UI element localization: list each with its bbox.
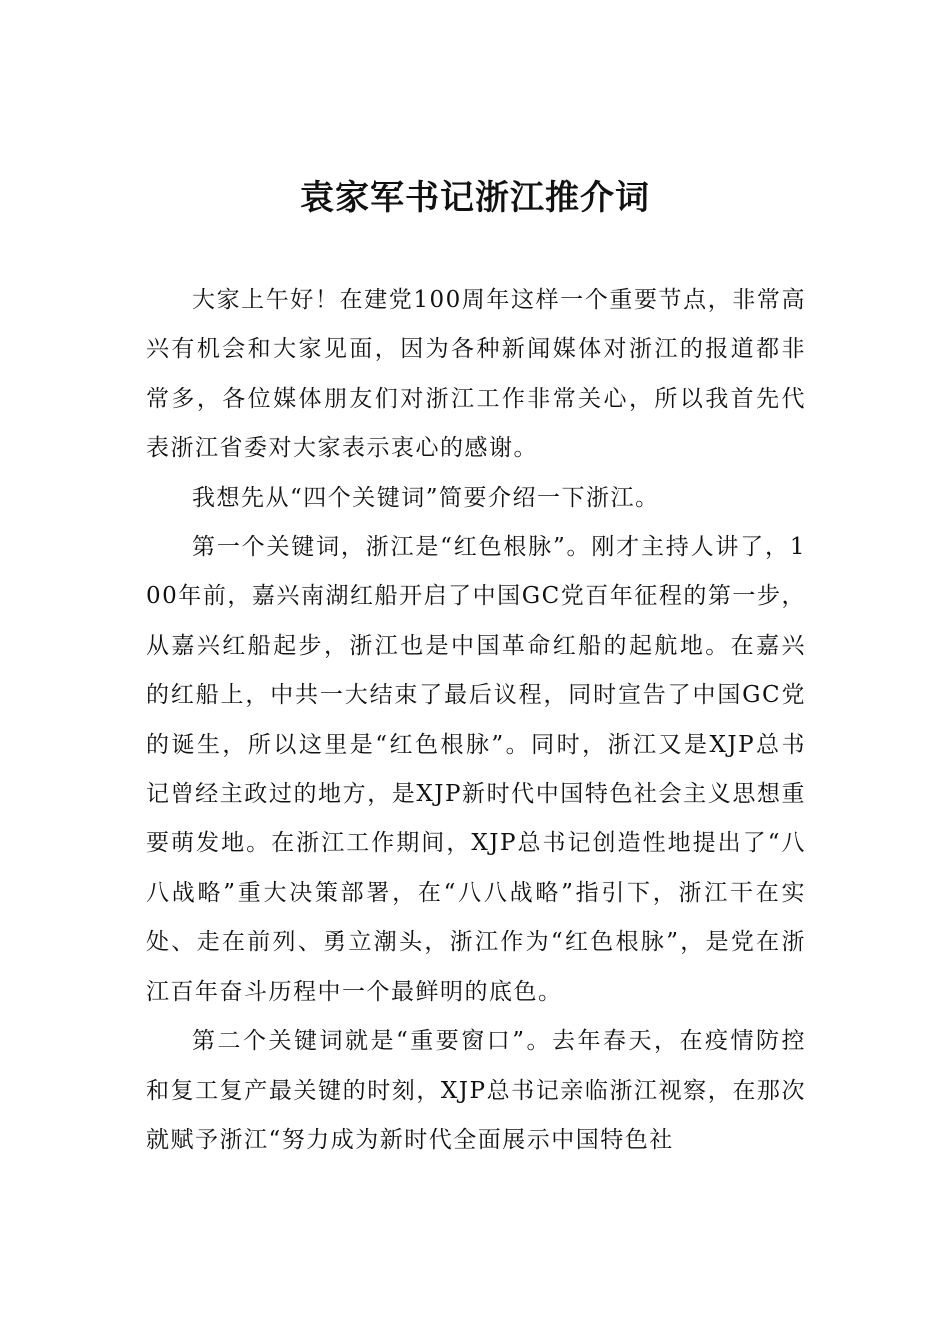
paragraph-keyword-1: 第一个关键词，浙江是“红色根脉”。刚才主持人讲了，100年前，嘉兴南湖红船开启了中国GC党百年征程的第一步，从嘉兴红船起步，浙江也是中国革命红船的起航地。在嘉兴的红船上，中共一大结束了最后议程，同时宣告了中国GC党的诞生，所以这里是“红色根脉”。同时，浙江又是XJP总书记曾经主政过的地方，是XJP新时代中国特色社会主义思想重要萌发地。在浙江工作期间，XJP总书记创造性地提出了“八八战略”重大决策部署，在“八八战略”指引下，浙江干在实处、走在前列、勇立潮头，浙江作为“红色根脉”，是党在浙江百年奋斗历程中一个最鲜明的底色。 (146, 534, 806, 1005)
document-body (146, 276, 806, 1165)
document-title: 袁家军书记浙江推介词 (300, 178, 650, 218)
paragraph-keyword-2: 第二个关键词就是“重要窗口”。去年春天，在疫情防控和复工复产最关键的时刻，XJP总书记亲临浙江视察，在那次就赋予浙江“努力成为新时代全面展示中国特色社 (146, 1028, 806, 1153)
paragraph-greeting: 大家上午好！在建党100周年这样一个重要节点，非常高兴有机会和大家见面，因为各种新闻媒体对浙江的报道都非常多，各位媒体朋友们对浙江工作非常关心，所以我首先代表浙江省委对大家表示衷心的感谢。 (146, 287, 806, 462)
paragraph-intro: 我想先从“四个关键词”简要介绍一下浙江。 (192, 484, 660, 511)
